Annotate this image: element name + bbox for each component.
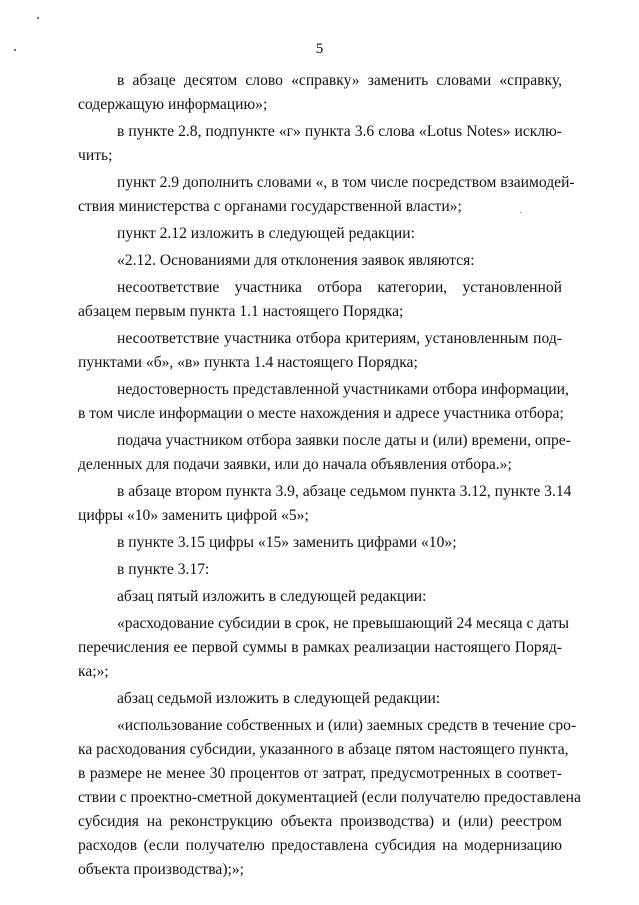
text-line: в абзаце десятом слово «справку» заменить словами «справку, (117, 72, 562, 89)
paragraph (78, 480, 572, 528)
text-line: пункт 2.9 дополнить словами «, в том числе посредством взаимодей- (117, 174, 575, 191)
text-line: пунктами «б», «в» пункта 1.4 настоящего Порядка; (78, 354, 418, 371)
paragraph (78, 69, 562, 117)
paragraph (78, 327, 562, 375)
text-line: содержащую информацию»; (78, 96, 268, 113)
text-line: недостоверность представленной участниками отбора информации, (117, 381, 569, 398)
text-line: несоответствие участника отбора категории, установленной (117, 279, 562, 296)
paragraph (78, 558, 562, 582)
text-line: в размере не менее 30 процентов от затрат, предусмотренных в соответ- (78, 765, 562, 782)
paragraph (78, 171, 575, 219)
text-line: перечисления ее первой суммы в рамках реализации настоящего Поряд- (78, 639, 562, 656)
text-line: ка расходования субсидии, указанного в абзаце пятом настоящего пункта, (78, 741, 569, 758)
text-line: «использование собственных и (или) заемных средств в течение сро- (117, 717, 577, 734)
text-line: ствии с проектно-сметной документацией (если получателю предоставлена (78, 789, 581, 806)
paragraph (78, 585, 562, 609)
document-body (78, 69, 581, 882)
text-line: объекта производства);»; (78, 861, 244, 878)
text-line: субсидия на реконструкцию объекта производства) и (или) реестром (78, 813, 562, 830)
paragraph (78, 612, 570, 684)
page-number: 5 (315, 41, 324, 57)
text-line: несоответствие участника отбора критериям, установленным под- (117, 330, 562, 347)
text-line: абзац седьмой изложить в следующей редакции: (117, 690, 441, 707)
paragraph (78, 120, 562, 168)
paragraph (78, 378, 569, 426)
text-line: в том числе информации о месте нахождения и адресе участника отбора; (78, 405, 564, 422)
text-line: в пункте 2.8, подпункте «г» пункта 3.6 слова «Lotus Notes» исклю- (117, 123, 562, 140)
paragraph (78, 429, 571, 477)
text-line: расходов (если получателю предоставлена субсидия на модернизацию (78, 837, 562, 854)
text-line: «расходование субсидии в срок, не превышающий 24 месяца с даты (117, 615, 570, 632)
text-line: «2.12. Основаниями для отклонения заявок являются: (117, 252, 475, 269)
text-line: чить; (78, 147, 113, 164)
text-line: в абзаце втором пункта 3.9, абзаце седьмом пункта 3.12, пункте 3.14 (117, 483, 572, 500)
text-line: цифры «10» заменить цифрой «5»; (78, 507, 309, 524)
text-line: в пункте 3.15 цифры «15» заменить цифрами «10»; (117, 534, 457, 551)
scan-speck (37, 17, 39, 19)
text-line: подача участником отбора заявки после даты и (или) времени, опре- (117, 432, 571, 449)
text-line: абзацем первым пункта 1.1 настоящего Порядка; (78, 303, 404, 320)
paragraph (78, 249, 562, 273)
text-line: в пункте 3.17: (117, 561, 210, 578)
text-line: пункт 2.12 изложить в следующей редакции: (117, 225, 415, 242)
paragraph (78, 687, 562, 711)
paragraph (78, 276, 562, 324)
text-line: ствия министерства с органами государственной власти»; (78, 198, 462, 215)
text-line: абзац пятый изложить в следующей редакции: (117, 588, 427, 605)
paragraph (78, 714, 581, 882)
text-line: ка;»; (78, 663, 109, 680)
paragraph (78, 222, 562, 246)
paragraph (78, 531, 562, 555)
text-line: деленных для подачи заявки, или до начала объявления отбора.»; (78, 456, 512, 473)
